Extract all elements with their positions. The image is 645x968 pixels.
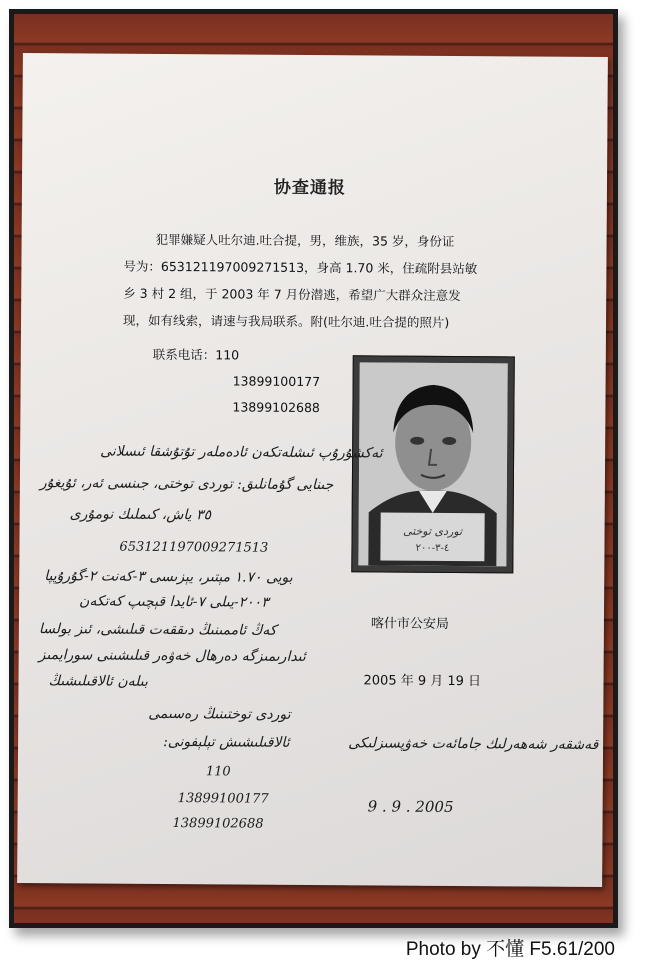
uyghur-handwritten-number: 653121197009271513 (119, 539, 269, 556)
notice-paper (17, 53, 608, 887)
issue-date: 2005 年 9 月 19 日 (363, 673, 482, 690)
uyghur-handwritten-phone-1: 13899100177 (177, 791, 269, 807)
uyghur-handwritten-110: 110 (205, 764, 231, 780)
uyghur-line-6: كەڭ ئاممىنىڭ دىققەت قىلىشى، ئىز بولسا (38, 621, 277, 639)
uyghur-line-9: توردى توختىنىڭ رەسىمى (148, 705, 291, 723)
uyghur-line-10: ئالاقىلىشىش تېلېفونى: (163, 733, 290, 751)
svg-text:توردى توختى: توردى توختى (402, 524, 463, 539)
suspect-photo (351, 355, 515, 573)
svg-text:٤-٣-٢٠٠: ٤-٣-٢٠٠ (415, 542, 450, 554)
notice-line-4: 现，如有线索，请速与我局联系。附(吐尔迪.吐合提的照片) (122, 312, 450, 330)
uyghur-office-signature: قەشقەر شەھەرلىك جامائەت خەۋپسىزلىكى (348, 735, 599, 754)
uyghur-line-1: ئەكشۇرۇپ ئىشلەتكەن ئادەملەر تۇتۇشقا ئىسلانى (100, 443, 383, 462)
uyghur-line-2: جىنايى گۇمانلىق: توردى توختى، جىنسى ئەر، ئۇيغۇر (39, 475, 334, 494)
notice-line-3: 乡 3 村 2 组，于 2003 年 7 月份潜逃，希望广大群众注意发 (123, 285, 461, 304)
notice-line-2: 号为：653121197009271513，身高 1.70 米，住疏附县站敏 (123, 258, 478, 277)
contact-block (152, 342, 320, 421)
uyghur-line-7: ئىدارىمىزگە دەرھال خەۋەر قىلىشىنى سورايمىز (38, 647, 306, 665)
contact-phone-1: 13899100177 (232, 373, 321, 390)
issuing-office: 喀什市公安局 (370, 616, 449, 632)
notice-body (123, 226, 524, 337)
notice-title: 协查通报 (273, 177, 347, 199)
portrait-image (358, 362, 507, 566)
uyghur-sign-date: 9 . 9 . 2005 (367, 797, 454, 816)
photo-credit: Photo by 不懂 F5.61/200 (405, 939, 615, 960)
uyghur-line-5: ٢٠٠٣-يىلى ٧-ئايدا قېچىپ كەتكەن (79, 593, 269, 611)
uyghur-line-8: بىلەن ئالاقىلىشىڭ (48, 673, 149, 690)
uyghur-handwritten-phone-2: 13899102688 (172, 816, 264, 832)
contact-phone-2: 13899102688 (232, 399, 320, 416)
uyghur-line-3: ٣٥ ياش، كىملىك نومۇرى (69, 506, 212, 524)
contact-label: 联系电话：110 (152, 346, 240, 363)
uyghur-line-4: بويى ١.٧٠ مېتىر، يېزىسى ٣-كەنت ٢-گۇرۇپپا (44, 568, 293, 586)
notice-line-1: 犯罪嫌疑人吐尔迪.吐合提，男，维族，35 岁，身份证 (155, 231, 455, 249)
